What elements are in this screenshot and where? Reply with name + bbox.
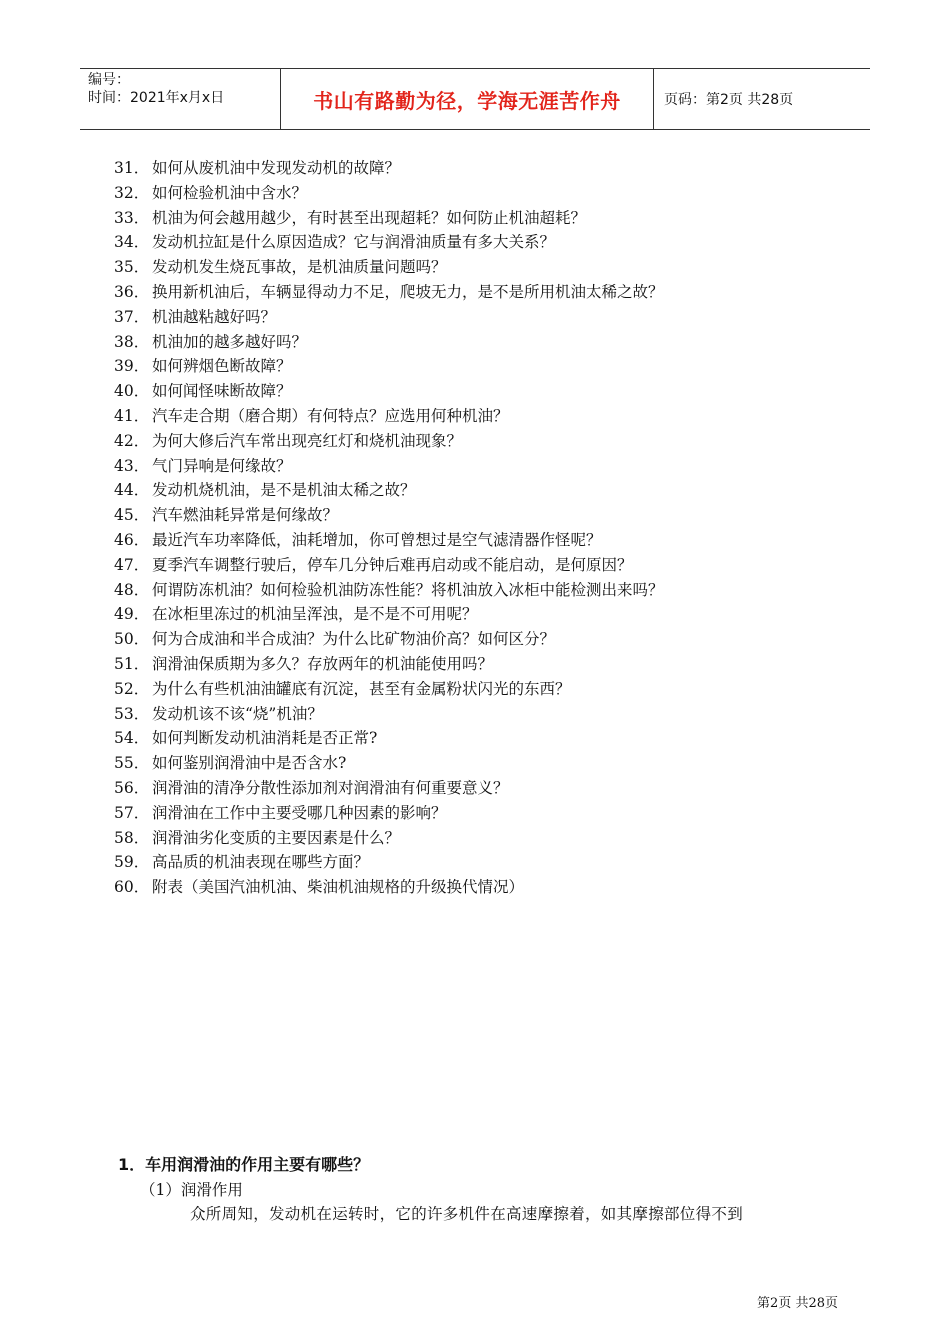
item-number: 31． — [114, 159, 150, 177]
list-item — [114, 354, 834, 379]
list-item — [114, 206, 834, 231]
list-item — [114, 602, 834, 627]
item-text: 如何判断发动机油消耗是否正常? — [152, 729, 378, 748]
list-item — [114, 652, 834, 677]
item-text: 发动机烧机油，是不是机油太稀之故？ — [152, 481, 416, 500]
section-subheading: （1）润滑作用 — [140, 1181, 243, 1199]
item-text: 发动机该不该“烧”机油？ — [152, 704, 323, 723]
list-item — [114, 578, 834, 603]
header-time: 时间：2021年x月x日 — [88, 90, 225, 106]
item-text: 如何检验机油中含水？ — [152, 183, 308, 202]
list-item — [114, 677, 834, 702]
item-number: 40． — [114, 382, 150, 401]
item-number: 52． — [114, 679, 150, 698]
list-item — [114, 305, 834, 330]
item-number: 54． — [114, 729, 150, 748]
item-number: 53． — [114, 704, 150, 723]
list-item — [114, 850, 834, 875]
item-text: 如何闻怪味断故障？ — [152, 382, 292, 401]
item-text: 换用新机油后，车辆显得动力不足，爬坡无力，是不是所用机油太稀之故？ — [152, 282, 664, 301]
section-paragraph: 众所周知，发动机在运转时，它的许多机件在高速摩擦着，如其摩擦部位得不到 — [190, 1205, 744, 1223]
item-number: 32． — [114, 183, 150, 202]
list-item — [114, 751, 834, 776]
item-number: 45． — [114, 506, 150, 525]
item-text: 汽车燃油耗异常是何缘故？ — [152, 506, 339, 525]
item-text: 机油加的越多越好吗？ — [152, 332, 308, 351]
item-number: 41． — [114, 406, 150, 425]
item-number: 36． — [114, 282, 150, 301]
list-item — [114, 726, 834, 751]
item-text: 何为合成油和半合成油？为什么比矿物油价高？如何区分？ — [152, 630, 556, 649]
item-text: 润滑油的清净分散性添加剂对润滑油有何重要意义？ — [152, 778, 509, 797]
item-number: 38． — [114, 332, 150, 351]
item-text: 为何大修后汽车常出现亮红灯和烧机油现象？ — [152, 431, 463, 450]
item-text: 为什么有些机油油罐底有沉淀，甚至有金属粉状闪光的东西？ — [152, 679, 571, 698]
section-title: 1．车用润滑油的作用主要有哪些？ — [118, 1155, 370, 1174]
item-text: 气门异响是何缘故？ — [152, 456, 292, 475]
item-text: 发动机拉缸是什么原因造成？它与润滑油质量有多大关系？ — [152, 233, 556, 252]
item-text: 机油越粘越好吗？ — [152, 307, 277, 326]
item-text: 如何鉴别润滑油中是否含水? — [152, 754, 347, 773]
list-item — [114, 379, 834, 404]
list-item — [114, 230, 834, 255]
list-item — [114, 429, 834, 454]
item-text: 汽车走合期（磨合期）有何特点？应选用何种机油？ — [152, 406, 509, 425]
item-number: 34． — [114, 233, 150, 252]
item-number: 58． — [114, 828, 150, 847]
item-text: 如何从废机油中发现发动机的故障？ — [152, 159, 401, 177]
list-item — [114, 875, 834, 900]
item-number: 33． — [114, 208, 150, 227]
item-text: 在冰柜里冻过的机油呈浑浊，是不是不可用呢？ — [152, 605, 478, 624]
list-item — [114, 454, 834, 479]
list-item — [114, 776, 834, 801]
item-number: 47． — [114, 555, 150, 574]
list-item — [114, 553, 834, 578]
item-number: 57． — [114, 803, 150, 822]
item-number: 49． — [114, 605, 150, 624]
item-text: 最近汽车功率降低，油耗增加，你可曾想过是空气滤清器作怪呢？ — [152, 530, 602, 549]
list-item — [114, 478, 834, 503]
list-item — [114, 702, 834, 727]
page-header — [80, 68, 870, 130]
list-item — [114, 255, 834, 280]
item-text: 润滑油保质期为多久？存放两年的机油能使用吗？ — [152, 654, 494, 673]
item-text: 附表（美国汽油机油、柴油机油规格的升级换代情况） — [152, 878, 525, 897]
list-item — [114, 503, 834, 528]
item-number: 46． — [114, 530, 150, 549]
list-item — [114, 627, 834, 652]
item-number: 35． — [114, 258, 150, 277]
item-text: 如何辨烟色断故障？ — [152, 357, 292, 376]
item-number: 43． — [114, 456, 150, 475]
list-item — [114, 404, 834, 429]
item-number: 42． — [114, 431, 150, 450]
item-number: 37． — [114, 307, 150, 326]
item-text: 夏季汽车调整行驶后，停车几分钟后难再启动或不能启动，是何原因？ — [152, 555, 633, 574]
item-number: 50． — [114, 630, 150, 649]
item-text: 何谓防冻机油？如何检验机油防冻性能？将机油放入冰柜中能检测出来吗？ — [152, 580, 664, 599]
item-text: 高品质的机油表现在哪些方面？ — [152, 853, 370, 872]
item-text: 发动机发生烧瓦事故，是机油质量问题吗？ — [152, 258, 447, 277]
item-text: 机油为何会越用越少，有时甚至出现超耗？如何防止机油超耗？ — [152, 208, 587, 227]
section-body — [118, 1152, 848, 1226]
list-item — [114, 156, 834, 181]
list-item — [114, 280, 834, 305]
item-text: 润滑油劣化变质的主要因素是什么？ — [152, 828, 401, 847]
item-number: 39． — [114, 357, 150, 376]
item-number: 59． — [114, 853, 150, 872]
item-number: 48． — [114, 580, 150, 599]
question-list — [114, 156, 834, 900]
doc-number-label: 编号： — [88, 72, 130, 88]
header-meta — [80, 69, 281, 129]
item-text: 润滑油在工作中主要受哪几种因素的影响？ — [152, 803, 447, 822]
header-page-info: 页码：第2页 共28页 — [664, 92, 794, 108]
page-footer: 第2页 共28页 — [757, 1296, 838, 1311]
list-item — [114, 528, 834, 553]
item-number: 44． — [114, 481, 150, 500]
list-item — [114, 330, 834, 355]
item-number: 60． — [114, 878, 150, 897]
item-number: 56． — [114, 778, 150, 797]
item-number: 55． — [114, 754, 150, 773]
list-item — [114, 181, 834, 206]
list-item — [114, 801, 834, 826]
list-item — [114, 826, 834, 851]
header-motto: 书山有路勤为径，学海无涯苦作舟 — [281, 69, 654, 129]
item-number: 51． — [114, 654, 150, 673]
